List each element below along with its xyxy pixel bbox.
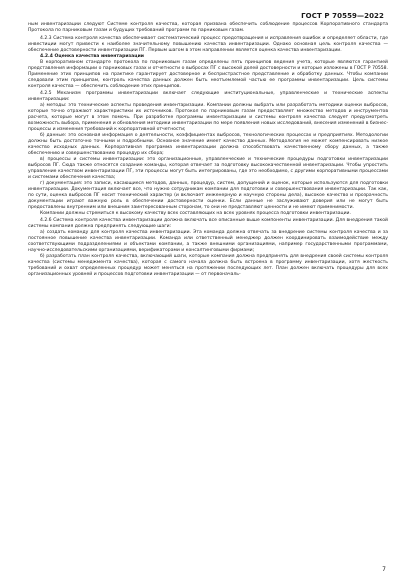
paragraph: ным инвентаризации следуют Системе контроля качества, которая призвана обеспечить соблюдение процессов Корпоративного стандарта Протокола по парниковым газам и будущих требований программ по парниковым газам.	[28, 22, 388, 34]
paragraph: а) создать команду для контроля качества инвентаризации. Эта команда должна отвечать за внедрение системы контроля качества и за постоянное повышение качества инвентаризации. Команда или ответственный менеджер должен координировать взаимодействие между соответствующими подразделениями и объектами компании, а также внешними организациями, например государственными программами, научно-исследовательскими организациями, верификаторами и консалтинговыми фирмами;	[28, 229, 388, 253]
paragraph: а) методы: это технические аспекты проведения инвентаризации. Компании должны выбрать или разработать методики оценки выбросов, которые точно отражают характеристики их источников. Протокол по парниковым газам предоставляет множество методов и инструментов расчета, которые могут в этом помочь. При разработке программы инвентаризации и системы контроля качества следует предусмотреть возможность выбора, применения и обновления методики инвентаризации по мере появления новых исследований, внесения изменений в бизнес-процессы и изменения требований к корпоративной отчетности;	[28, 102, 388, 132]
paragraph: в) процессы и системы инвентаризации: это организационные, управленческие и технические процедуры подготовки инвентаризации выбросов ПГ. Сюда также относятся создание команды, которая отвечает за подготовку высококачественной инвентаризации. Чтобы упростить управление качеством инвентаризации ПГ, эти процессы могут быть интегрированы, где это необходимо, с другими корпоративными процессами и системами обеспечения качества;	[28, 157, 388, 181]
paragraph: 4.2.6 Система контроля качества инвентаризации должна включать все описанные выше компоненты инвентаризации. Для внедрения такой системы компания должна предпринять следующие шаги:	[28, 217, 388, 229]
standard-id-header: ГОСТ Р 70559—2022	[301, 12, 384, 20]
paragraph: г) документация: это записи, касающиеся методов, данных, процедур, систем, допущений и оценок, которые используются для подготовки инвентаризации. Документация включает все, что нужно сотрудникам компании для подготовки и совершенствования инвентаризации. Так как, по сути, оценка выбросов ПГ носит технический характер (и включает инженерную и научную стороны дела), высокое качество и прозрачность документации играют важную роль в обеспечении достоверности оценки. Если данные не заслуживают доверия или не могут быть предоставлены внутренним или внешним заинтересованным сторонам, то они не представляют ценности и не имеют применимости.	[28, 181, 388, 211]
section-heading: 4.2.4 Оценка качества инвентаризации	[40, 54, 144, 60]
page-number: 7	[382, 566, 386, 573]
paragraph: 4.2.3 Система контроля качества обеспечивает систематический процесс предотвращения и исправления ошибок и определяет области, где инвестиции могут привести к наиболее значительному повышению качества инвентаризации. Однако основная цель контроля качества — обеспечение достоверности инвентаризации ПГ. Первым шагом в этом направлении является оценка качества инвентаризации.	[28, 36, 388, 54]
paragraph: б) данные: это основная информация о деятельности, коэффициентах выбросов, технологических процессах и предприятиях. Методологии должны быть достаточно точными и подробными. Основное значение имеет качество данных. Методология не может компенсировать низкое качество исходных данных. Корпоративная программа инвентаризации должна способствовать качественному сбору данных, а также обеспечению и совершенствованию процедур их сбора;	[28, 132, 388, 156]
paragraph: Компании должны стремиться к высокому качеству всех составляющих на всех уровнях процесса подготовки инвентаризации.	[40, 211, 351, 217]
paragraph: В корпоративном стандарте протокола по парниковым газам определены пять принципов ведения учета, которые являются гарантией представления информации о парниковых газах и отчетности о выбросах ПГ с высокой долей достоверности и которые изложены в ГОСТ Р 70558. Применение этих принципов на практике гарантирует достоверное и беспристрастное представление и обработку данных. Чтобы компании следовали этим принципам, контроль качества данных должен быть неотъемлемой частью ее программы инвентаризации. Цель системы контроля качества — обеспечить соблюдение этих принципов.	[28, 60, 388, 90]
document-body	[28, 22, 388, 278]
paragraph: б) разработать план контроля качества, включающий шаги, которые компания должна предпринять для внедрения своей системы контроля качества (системы менеджмента качества), которая с самого начала должна быть встроена в программу инвентаризации, хотя жесткость требований и охват определенных процедур может меняться на протяжении последующих лет. План должен включать процедуры для всех организационных уровней и процессов подготовки инвентаризации — от первоначаль-	[28, 253, 388, 277]
paragraph: 4.2.5 Механизм программы инвентаризации включает следующие институциональные, управленческие и технические аспекты инвентаризации:	[28, 90, 388, 102]
